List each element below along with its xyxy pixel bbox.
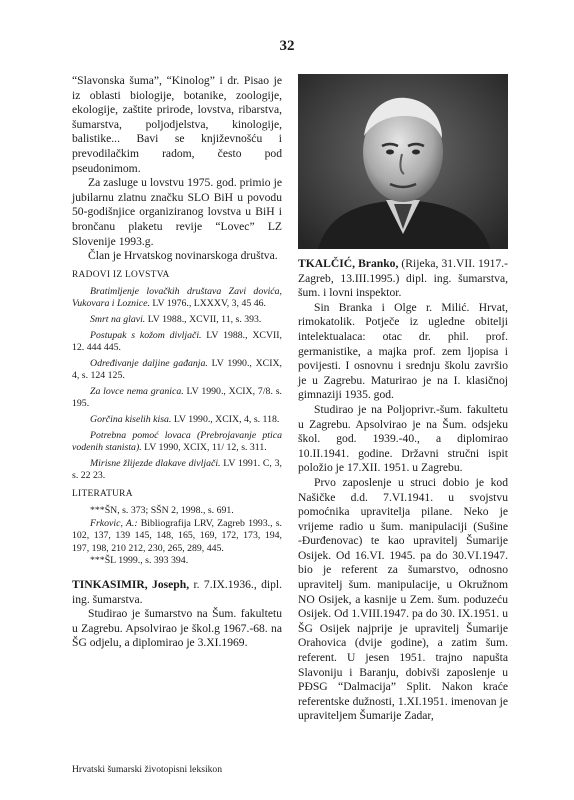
works-list <box>72 286 282 483</box>
entry-paragraph: Studirao je na Poljoprivr.-šum. fakultetu u Zagrebu. Apsolvirao je na Šum. odsjeku škol. god. 1939.-40., a diplomirao 10.II.1941. godine. Državni stručni ispit položio je 17.XII. 1951. u Zagrebu. <box>298 402 508 475</box>
work-item <box>72 286 282 311</box>
work-title: Za lovce nema granica. <box>90 385 184 397</box>
work-item <box>72 330 282 355</box>
footer: Hrvatski šumarski životopisni leksikon <box>72 764 223 775</box>
work-item <box>72 458 282 483</box>
entry-tinkasimir-text: Studirao je šumarstvo na Šum. fakultetu u Zagrebu. Apsolvirao je škol.g 1967.-68. na ŠG odjelu, a diplomirao je 3.XI.1969. <box>72 607 282 650</box>
work-title: Smrt na glavi. <box>90 313 146 325</box>
literature-item <box>72 505 282 518</box>
entry-paragraph: Prvo zaposlenje u struci dobio je kod Našičke d.d. 7.VI.1941. u svojstvu pomoćnika upravitelja pilane. Neko je vrijeme radio u šum. manipulaciji (Sušine -Đurđenovac) te kao upravitelj Šumarije Osijek. Od 16.VI. 1945. pa do 30.VI.1947. bio je referent za šumarstvo, odnosno upravitelj šum. manipulacije, u Okružnom NO Osijek, a kasnije u Zem. šum. poduzeću Osijek. Od 1.VIII.1947. pa do 30. IX.1951. u ŠG Osijek najprije je upravitelj Šumarije Orahovica (dvije godine), a zatim šum. referent. U jesen 1951. trajno napušta Slavoniju i Baranju, dobivši zaposlenje u PĐSG “Dalmacija” Split. Nakon kraće referentske dužnosti, 1.XI.1951. imenovan je upraviteljem Šumarije Zadar, <box>298 475 508 723</box>
literature-list <box>72 505 282 568</box>
entry-paragraph: Sin Branka i Olge r. Milić. Hrvat, rimokatolik. Potječe iz ugledne obitelji intelektualaca: otac dr. phil. prof. germanistike, a majka prof. zem ljopisa i povijesti. I osnovnu i srednju školu završio je u Zagrebu. Maturirao je na I. klasičnoj gimnaziji 1935. god. <box>298 300 508 402</box>
literature-text: ***ŠL 1999., s. 393 394. <box>90 555 189 567</box>
entry-name: TINKASIMIR, Joseph, <box>72 578 190 591</box>
entry-meta: r. 7.IX.1936., dipl. ing. šumarstva. <box>72 578 283 606</box>
literature-heading: LITERATURA <box>72 489 133 500</box>
bio-membership: Član je Hrvatskog novinarskoga društva. <box>88 249 278 263</box>
work-reference: LV 1991. C, 3, s. 22 23. <box>72 457 282 482</box>
entry-tkalcic <box>298 257 508 301</box>
work-item <box>72 358 282 383</box>
work-item <box>72 430 282 455</box>
work-reference: LV 1988., XCVII, 12. 444 445. <box>72 329 283 354</box>
page-number: 32 <box>279 38 295 54</box>
work-title: Određivanje daljine gađanja. <box>90 357 208 369</box>
literature-item <box>72 518 282 556</box>
work-item <box>72 414 282 427</box>
work-reference: LV 1990., XCIX, 4, s. 124 125. <box>72 357 282 382</box>
entry-tkalcic-text <box>298 301 508 724</box>
work-reference: LV 1990., XCIX, 7/8. s. 195. <box>72 385 282 410</box>
entry-tinkasimir <box>72 578 282 607</box>
literature-item <box>72 555 282 568</box>
literature-text: Bibliografija LRV, Zagreb 1993., s. 102, 137, 139 145, 148, 165, 169, 172, 173, 194, 197, 198, 210 212, 230, 265, 289, 445. <box>72 517 282 554</box>
work-title: Gorčina kiselih kisa. <box>90 414 172 426</box>
bio-awards: Za zasluge u lovstvu 1975. god. primio je jubilarnu zlatnu značku SLO BiH u povodu 50-godišnjice organiziranog lovstva u BiH i brončanu plaketu revije “Lovec” LZ Slovenije 1993.g. <box>72 176 282 248</box>
entry-name: TKALČIĆ, Branko, <box>298 257 399 270</box>
work-item <box>72 314 282 327</box>
work-reference: LV 1988., XCVII, 11, s. 393. <box>147 313 262 325</box>
right-column <box>298 74 508 724</box>
literature-text: ***ŠN, s. 373; SŠN 2, 1998., s. 691. <box>90 505 234 517</box>
works-heading: RADOVI IZ LOVSTVA <box>72 269 170 280</box>
work-title: Mirisne žlijezde dlakave divljači. <box>90 457 221 469</box>
work-item <box>72 386 282 411</box>
work-title: Postupak s kožom divljači. <box>90 329 202 341</box>
portrait-image <box>298 74 508 249</box>
portrait-photo <box>298 74 508 249</box>
entry-meta: (Rijeka, 31.VII. 1917.-Zagreb, 13.III.1995.) dipl. ing. šumarstva, šum. i lovni inspektor. <box>298 257 508 300</box>
left-column <box>72 74 282 651</box>
work-reference: LV 1990., XCIX, 4, s. 118. <box>173 414 280 426</box>
work-title: Potrebna pomoć lovaca (Prebrojavanje ptica vodenih stanista). <box>72 429 282 454</box>
bio-continuation: “Slavonska šuma”, “Kinolog” i dr. Pisao je iz oblasti biologije, botanike, zoologije, ekologije, zaštite prirode, lovstva, ribarstva, šumarstva, poljodjelstva, kinologije, balistike... Bavi se književnošću i prevodilačkim radom, često pod pseudonimom. <box>72 74 282 175</box>
work-reference: LV 1976., LXXXV, 3, 45 46. <box>152 298 266 310</box>
work-reference: LV 1990, XCIX, 11/ 12, s. 311. <box>144 442 267 454</box>
work-title: Bratimljenje lovačkih društava Zavi dovića, Vukovara i Loznice. <box>72 285 282 310</box>
literature-author: Frkovic, A.: <box>90 517 138 529</box>
